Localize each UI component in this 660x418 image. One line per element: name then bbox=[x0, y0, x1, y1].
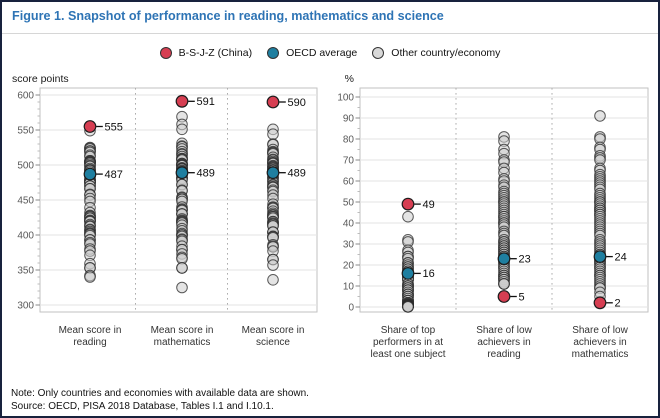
data-point-circle bbox=[177, 263, 188, 274]
y-tick-label: 20 bbox=[342, 260, 354, 272]
bsjz-value-label: 555 bbox=[104, 121, 123, 134]
category-label: science bbox=[256, 337, 290, 348]
data-point-circle bbox=[85, 272, 96, 283]
page-title: Figure 1. Snapshot of performance in reading, mathematics and science bbox=[12, 9, 444, 23]
data-point-circle bbox=[268, 129, 279, 140]
legend-label-bsjz: B-S-J-Z (China) bbox=[178, 47, 253, 59]
oecd-highlight-circle bbox=[498, 253, 510, 265]
oecd-highlight-circle bbox=[402, 268, 414, 280]
legend-label-other: Other country/economy bbox=[391, 47, 501, 59]
legend-item-other bbox=[372, 47, 500, 59]
title-divider bbox=[2, 33, 658, 34]
y-tick-label: 60 bbox=[342, 176, 354, 188]
source-text: Source: OECD, PISA 2018 Database, Tables I.1 and I.10.1. bbox=[11, 400, 274, 412]
data-point-circle bbox=[177, 124, 188, 135]
category-label: mathematics bbox=[153, 337, 211, 348]
bsjz-value-label: 2 bbox=[614, 297, 621, 310]
other-dot-icon bbox=[372, 47, 384, 59]
y-tick-label: 30 bbox=[342, 239, 354, 251]
category-label: least one subject bbox=[370, 349, 446, 360]
note-text: Note: Only countries and economies with available data are shown. bbox=[11, 388, 309, 399]
category-label: Share of low bbox=[476, 325, 532, 336]
category-label: performers in at bbox=[372, 337, 444, 348]
bsjz-highlight-circle bbox=[498, 291, 510, 303]
y-tick-label: 90 bbox=[342, 113, 354, 125]
bsjz-highlight-circle bbox=[84, 121, 96, 133]
oecd-value-label: 16 bbox=[422, 268, 435, 281]
y-tick-label: 10 bbox=[342, 281, 354, 293]
bsjz-value-label: 590 bbox=[287, 96, 306, 109]
oecd-value-label: 489 bbox=[287, 167, 306, 180]
category-label: achievers in bbox=[573, 337, 627, 348]
data-point-circle bbox=[403, 301, 414, 312]
y-tick-label: 70 bbox=[342, 155, 354, 167]
category-label: Mean score in bbox=[241, 325, 305, 336]
legend-item-bsjz bbox=[160, 47, 253, 59]
bsjz-highlight-circle bbox=[176, 96, 188, 108]
data-point-circle bbox=[177, 282, 188, 293]
data-point-circle bbox=[268, 275, 279, 286]
legend-label-oecd: OECD average bbox=[286, 47, 358, 59]
axis-unit-label: % bbox=[344, 73, 354, 85]
y-tick-label: 400 bbox=[17, 230, 34, 242]
category-label: achievers in bbox=[477, 337, 531, 348]
bsjz-value-label: 5 bbox=[518, 291, 525, 304]
oecd-highlight-circle bbox=[267, 167, 279, 179]
oecd-highlight-circle bbox=[84, 168, 96, 180]
axis-unit-label: score points bbox=[12, 73, 69, 85]
bsjz-value-label: 49 bbox=[422, 198, 435, 211]
oecd-value-label: 487 bbox=[104, 168, 123, 181]
bsjz-highlight-circle bbox=[402, 198, 414, 210]
category-label: mathematics bbox=[571, 349, 629, 360]
oecd-highlight-circle bbox=[176, 167, 188, 179]
y-tick-label: 450 bbox=[17, 195, 34, 207]
data-point-circle bbox=[499, 279, 510, 290]
y-tick-label: 350 bbox=[17, 265, 34, 277]
category-label: reading bbox=[73, 337, 107, 348]
data-point-circle bbox=[403, 211, 414, 222]
footnotes bbox=[11, 388, 309, 413]
category-label: reading bbox=[487, 349, 521, 360]
bsjz-highlight-circle bbox=[267, 96, 279, 108]
y-tick-label: 600 bbox=[17, 90, 34, 102]
y-tick-label: 80 bbox=[342, 134, 354, 146]
data-point-circle bbox=[595, 111, 606, 122]
category-label: Mean score in bbox=[150, 325, 214, 336]
oecd-value-label: 24 bbox=[614, 251, 627, 264]
oecd-dot-icon bbox=[267, 47, 279, 59]
category-label: Share of low bbox=[572, 325, 628, 336]
y-tick-label: 300 bbox=[17, 300, 34, 312]
bsjz-dot-icon bbox=[160, 47, 172, 59]
legend-item-oecd bbox=[267, 47, 357, 59]
oecd-value-label: 489 bbox=[196, 167, 215, 180]
data-point-circle bbox=[268, 260, 279, 271]
y-tick-label: 500 bbox=[17, 160, 34, 172]
y-tick-label: 50 bbox=[342, 197, 354, 209]
dot-plot-chart bbox=[2, 70, 660, 377]
category-label: Mean score in bbox=[58, 325, 122, 336]
category-label: Share of top bbox=[380, 325, 436, 336]
oecd-value-label: 23 bbox=[518, 253, 531, 266]
y-tick-label: 550 bbox=[17, 125, 34, 137]
y-tick-label: 100 bbox=[337, 92, 354, 104]
oecd-highlight-circle bbox=[594, 251, 606, 263]
y-tick-label: 40 bbox=[342, 218, 354, 230]
bsjz-highlight-circle bbox=[594, 297, 606, 309]
bsjz-value-label: 591 bbox=[196, 96, 215, 109]
y-tick-label: 0 bbox=[348, 302, 354, 314]
legend bbox=[2, 45, 658, 61]
